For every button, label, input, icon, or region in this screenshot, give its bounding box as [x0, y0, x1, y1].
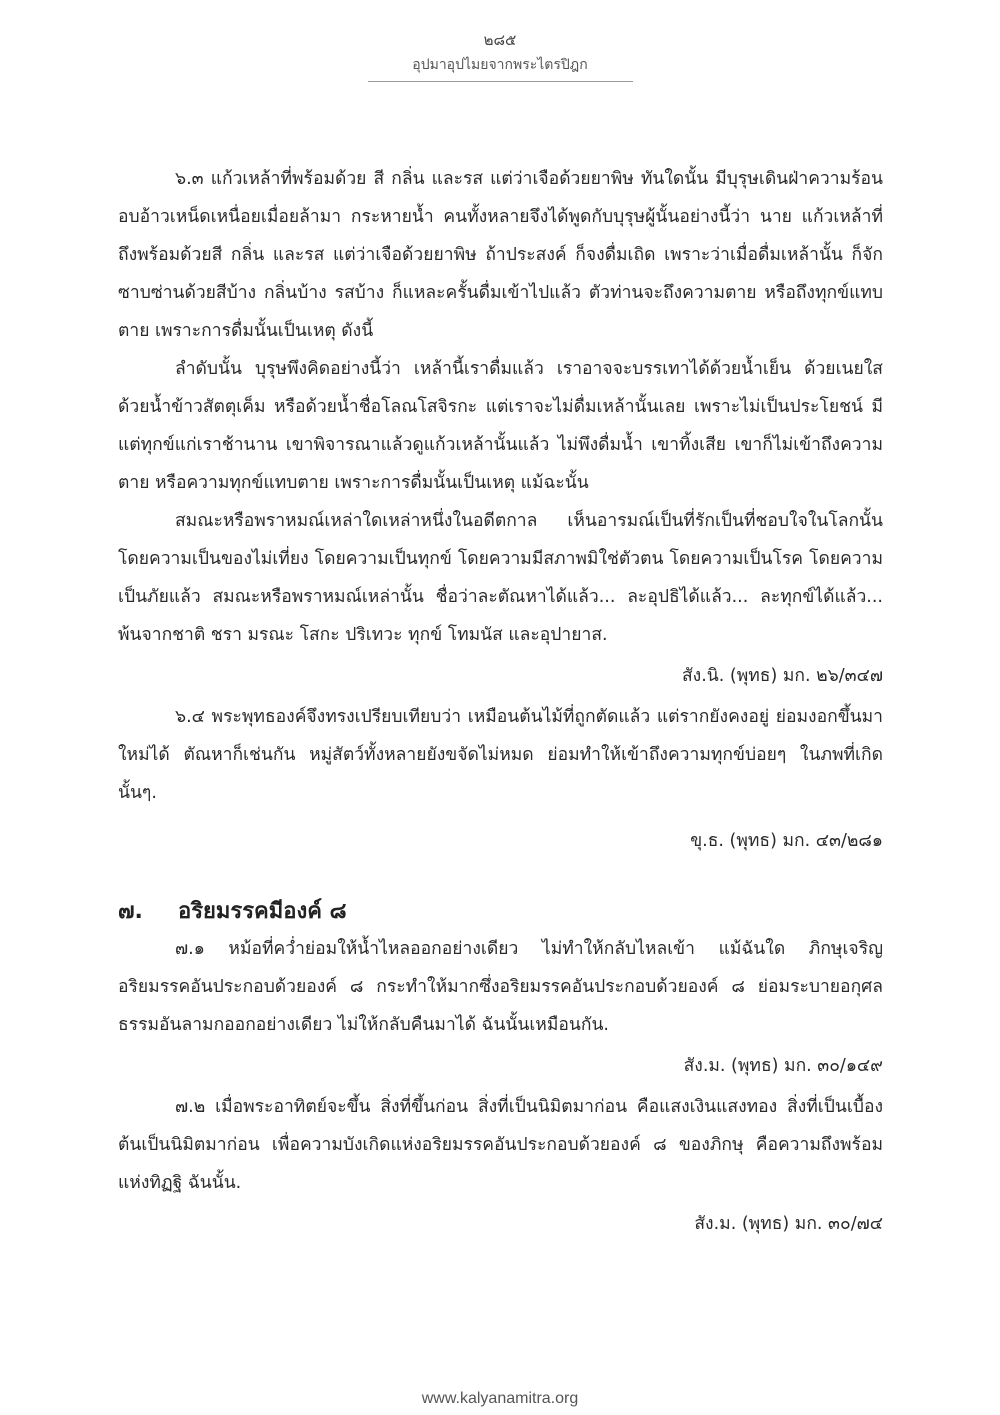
- book-title: อุปมาอุปไมยจากพระไตรปิฎก: [412, 57, 588, 73]
- paragraph-7-2: ๗.๒ เมื่อพระอาทิตย์จะขึ้น สิ่งที่ขึ้นก่อน สิ่งที่เป็นนิมิตมาก่อน คือแสงเงินแสงทอง สิ่งที่เป็นเบื้องต้นเป็นนิมิตมาก่อน เพื่อความบังเกิดแห่งอริยมรรคอันประกอบด้วยองค์ ๘ ของภิกษุ คือความถึงพร้อมแห่งทิฏฐิ ฉันนั้น.: [118, 1097, 883, 1193]
- citation-samyutta-magga-74: สัง.ม. (พุทธ) มก. ๓๐/๗๔: [694, 1214, 883, 1234]
- paragraph-6-3-conclusion: สมณะหรือพราหมณ์เหล่าใดเหล่าหนึ่งในอดีตกาล เห็นอารมณ์เป็นที่รักเป็นที่ชอบใจในโลกนั้น โดยความเป็นของไม่เที่ยง โดยความเป็นทุกข์ โดยความมีสภาพมิใช่ตัวตน โดยความเป็นโรค โดยความเป็นภัยแล้ว สมณะหรือพราหมณ์เหล่านั้น ชื่อว่าละตัณหาได้แล้ว... ละอุปธิได้แล้ว... ละทุกข์ได้แล้ว... พ้นจากชาติ ชรา มรณะ โสกะ ปริเทวะ ทุกข์ โทมนัส และอุปายาส.: [118, 511, 883, 645]
- section-number: ๗.: [118, 899, 143, 924]
- footer-website-url: www.kalyanamitra.org: [421, 1390, 579, 1407]
- page-number: ๒๘๕: [483, 31, 517, 49]
- paragraph-6-4: ๖.๔ พระพุทธองค์จึงทรงเปรียบเทียบว่า เหมือนต้นไม้ที่ถูกตัดแล้ว แต่รากยังคงอยู่ ย่อมงอกขึ้นมาใหม่ได้ ตัณหาก็เช่นกัน หมู่สัตว์ทั้งหลายยังขจัดไม่หมด ย่อมทำให้เข้าถึงความทุกข์บ่อยๆ ในภพที่เกิดนั้นๆ.: [118, 707, 883, 803]
- section-heading: [118, 896, 883, 928]
- page-header: [0, 30, 1000, 82]
- body-text: [118, 160, 883, 1246]
- header-divider: [368, 81, 633, 82]
- paragraph-6-3: ๖.๓ แก้วเหล้าที่พร้อมด้วย สี กลิ่น และรส แต่ว่าเจือด้วยยาพิษ ทันใดนั้น มีบุรุษเดินฝ่าความร้อนอบอ้าวเหน็ดเหนื่อยเมื่อยล้ามา กระหายน้ำ คนทั้งหลายจึงได้พูดกับบุรุษผู้นั้นอย่างนี้ว่า นาย แก้วเหล้าที่ถึงพร้อมด้วยสี กลิ่น และรส แต่ว่าเจือด้วยยาพิษ ถ้าประสงค์ ก็จงดื่มเถิด เพราะว่าเมื่อดื่มเหล้านั้น ก็จักซาบซ่านด้วยสีบ้าง กลิ่นบ้าง รสบ้าง ก็แหละครั้นดื่มเข้าไปแล้ว ตัวท่านจะถึงความตาย หรือถึงทุกข์แทบตาย เพราะการดื่มนั้นเป็นเหตุ ดังนี้: [118, 169, 883, 341]
- paragraph-6-3-continued: ลำดับนั้น บุรุษพึงคิดอย่างนี้ว่า เหล้านี้เราดื่มแล้ว เราอาจจะบรรเทาได้ด้วยน้ำเย็น ด้วยเนยใส ด้วยน้ำข้าวสัตตุเค็ม หรือด้วยน้ำชื่อโลณโสจิรกะ แต่เราจะไม่ดื่มเหล้านั้นเลย เพราะไม่เป็นประโยชน์ มีแต่ทุกข์แก่เราช้านาน เขาพิจารณาแล้วดูแก้วเหล้านั้นแล้ว ไม่พึงดื่มน้ำ เขาทิ้งเสีย เขาก็ไม่เข้าถึงความตาย หรือความทุกข์แทบตาย เพราะการดื่มนั้นเป็นเหตุ แม้ฉะนั้น: [118, 359, 883, 493]
- citation-samyutta-nikaya: สัง.นิ. (พุทธ) มก. ๒๖/๓๔๗: [681, 666, 883, 686]
- citation-samyutta-magga-149: สัง.ม. (พุทธ) มก. ๓๐/๑๔๙: [683, 1056, 883, 1076]
- citation-khuddaka-dhammapada: ขุ.ธ. (พุทธ) มก. ๔๓/๒๘๑: [690, 831, 883, 851]
- paragraph-7-1: ๗.๑ หม้อที่คว่ำย่อมให้น้ำไหลออกอย่างเดียว ไม่ทำให้กลับไหลเข้า แม้ฉันใด ภิกษุเจริญอริยมรรคอันประกอบด้วยองค์ ๘ กระทำให้มากซึ่งอริยมรรคอันประกอบด้วยองค์ ๘ ย่อมระบายอกุศลธรรมอันลามกออกอย่างเดียว ไม่ให้กลับคืนมาได้ ฉันนั้นเหมือนกัน.: [118, 939, 883, 1035]
- section-title: อริยมรรคมีองค์ ๘: [178, 899, 347, 924]
